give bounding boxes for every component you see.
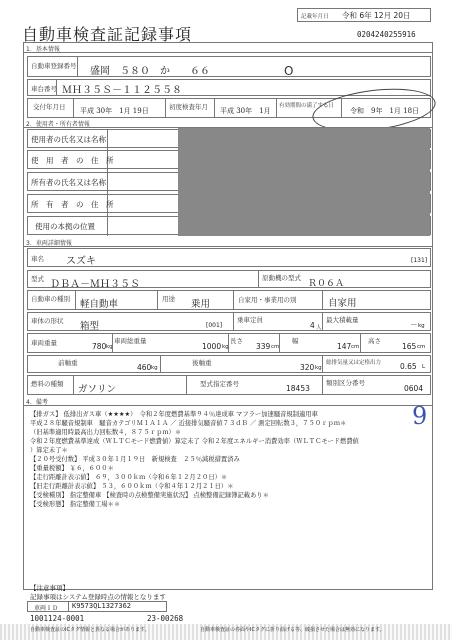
remark-line: 平成２８年騒音規制車 騒音カテゴリＭ１Ａ１Ａ ／ 近接排気騒音値７３ｄＢ ／ 測定回転数３，７５０ｒｐｍ＊ [30, 420, 347, 427]
displacement-unit: L [422, 364, 426, 370]
width-label: 幅 [292, 337, 299, 345]
kind-label: 自動車の種別 [31, 295, 70, 303]
shape-label: 車体の形状 [31, 317, 64, 325]
handwritten-nine: 9 [412, 402, 428, 430]
base-location-label: 使用の本拠の位置 [35, 222, 95, 231]
vehicle-id-label: 車両ＩＤ [34, 605, 59, 612]
first-reg-value: 平成 30年 1月 [220, 107, 271, 115]
code-right: 23-00268 [147, 614, 184, 623]
biz-label: 自家用・事業用の別 [238, 296, 297, 304]
use-label: 用途 [162, 295, 175, 303]
engine-label: 原動機の型式 [262, 274, 301, 282]
rule [322, 355, 323, 373]
section4-header: 4．備考 [26, 399, 48, 406]
rule [23, 246, 433, 247]
notice-title: 【注意事項】 [30, 584, 69, 592]
gross-unit: kg [222, 344, 229, 350]
maker-label: 車名 [31, 255, 44, 263]
model-label: 型式 [31, 275, 44, 283]
bottom-note-left: 自動車検査証のICタグ情報と異なる場合があります。 [30, 627, 150, 633]
vehicle-id-value: K9573QL1327362 [72, 602, 132, 610]
user-name-label: 使用者の氏名又は名称 [31, 135, 106, 144]
weight-unit: kg [106, 344, 113, 350]
height-value: 165 [402, 342, 417, 351]
shape-code: [001] [206, 322, 223, 329]
rule [77, 56, 78, 77]
owner-address-label: 所 有 者 の 住 所 [31, 200, 114, 209]
section3-header: 3．車両詳細情報 [26, 240, 72, 247]
rule [73, 98, 74, 118]
rule [160, 355, 161, 373]
displacement-label: 総排気量又は定格出力 [326, 360, 382, 366]
gross-label: 車両総重量 [114, 337, 147, 345]
remark-line: 【走行距離計表示値】 ６９，３００ｋｍ（令和６年１２月２０日）＊ [30, 474, 228, 481]
registration-value: 盛岡 ５８０ か ６６ [90, 66, 210, 77]
displacement-value: 0.65 [400, 362, 417, 371]
issue-date-box [297, 8, 431, 22]
rule [186, 375, 187, 395]
maker-code: [131] [411, 257, 428, 264]
class-label: 類別区分番号 [326, 379, 365, 387]
registration-row [27, 56, 431, 77]
front-axle-unit: kg [151, 365, 158, 371]
use-value: 乗用 [191, 299, 211, 310]
notice-text: 記録事項はシステム登録時点の情報となります [30, 593, 166, 601]
remark-line: 令和２年度燃費基準達成（ＷＬＴＣモード燃費値）算定未了 令和２年度エネルギー消費効率（ＷＬＴＣモード燃費値 [30, 438, 359, 445]
bottom-note-right: 自動車検査証の券面やICタグに折り曲げる等、破損させた場合は無効になります。 [200, 627, 385, 633]
remark-line: 【受検種別】 指定整備車 【検査時の点検整備実施状況】 点検整備記録簿記載あり＊ [30, 492, 269, 499]
issue-date-value: 令和 6年 12月 20日 [342, 11, 411, 20]
model-cert-label: 型式指定番号 [200, 380, 239, 388]
registration-label: 自動車登録番号 [31, 62, 77, 70]
length-label: 長さ [230, 337, 243, 345]
width-value: 147 [337, 342, 352, 351]
expiry-label: 有効期間の満了する日 [279, 103, 335, 109]
class-value: 0604 [404, 384, 424, 393]
capacity-unit: 人 [316, 325, 322, 331]
biz-value: 自家用 [328, 298, 357, 309]
remark-line: 【重量税額】 ￥６，６００＊ [30, 465, 114, 472]
length-unit: cm [271, 344, 280, 350]
front-axle-label: 前軸重 [58, 359, 78, 367]
fuel-label: 燃料の種類 [31, 380, 64, 388]
remark-line: （旧基準適用時最高出力回転数４，８７５ｒｐｍ）＊ [30, 429, 182, 436]
rule [276, 98, 277, 118]
redaction-block [178, 128, 430, 236]
model-value: ＤＢＡ－ＭＨ３５Ｓ [50, 279, 140, 290]
rule [322, 290, 323, 310]
handwritten-circle: O [284, 64, 294, 78]
rule [279, 333, 280, 353]
rule [258, 270, 259, 288]
remark-line: 【排ガス】 低排出ガス車（★★★★） 令和２年度燃費基準９４％達成車 マフラー加速騒音規制適用車 [30, 411, 318, 418]
remark-line: 【受検形態】 指定整備工場＊＊ [30, 501, 121, 508]
rule [165, 98, 166, 118]
height-unit: cm [417, 344, 426, 350]
rule [68, 601, 69, 612]
model-cert-value: 18453 [286, 384, 310, 393]
code-left: 1001124-0001 [30, 614, 85, 623]
rule [322, 312, 323, 331]
section2-header: 2．使用者・所有者情報 [26, 121, 90, 128]
rule [23, 405, 433, 406]
remark-line: ）算定未了＊ [30, 447, 68, 454]
owner-name-label: 所有者の氏名又は名称 [31, 178, 106, 187]
first-reg-label: 初度検査年月 [169, 103, 208, 111]
front-axle-value: 460 [137, 363, 152, 372]
rule [23, 52, 433, 53]
rule [75, 290, 76, 310]
issue-label: 交付年月日 [33, 103, 66, 111]
engine-value: Ｒ０６Ａ [308, 279, 345, 289]
rule [157, 290, 158, 310]
fuel-value: ガソリン [78, 384, 117, 395]
rule [322, 375, 323, 395]
user-address-label: 使 用 者 の 住 所 [31, 156, 114, 165]
length-value: 339 [256, 342, 271, 351]
load-value: － [410, 320, 418, 329]
weight-value: 780 [92, 342, 107, 351]
capacity-value: 4 [310, 321, 315, 330]
issue-date-label: 記載年月日 [301, 14, 329, 20]
capacity-label: 乗車定員 [237, 316, 263, 324]
rear-axle-label: 後軸重 [192, 359, 212, 367]
chassis-label: 車台番号 [31, 85, 57, 93]
rule [233, 290, 234, 310]
weight-label: 車両重量 [31, 339, 57, 347]
rule [360, 333, 361, 353]
kind-value: 軽自動車 [80, 299, 119, 310]
rear-axle-unit: kg [315, 365, 322, 371]
rule [56, 79, 57, 96]
width-unit: cm [351, 344, 360, 350]
gross-value: 1000 [202, 342, 222, 351]
height-label: 高さ [368, 337, 381, 345]
rule [233, 312, 234, 331]
rule [73, 375, 74, 395]
rule [214, 98, 215, 118]
remark-line: 【２０号受付数】 平成３０年１月１９日 新規検査 ２５％減税措置済み [30, 456, 240, 463]
document-number: 0204240255916 [357, 30, 416, 39]
rule [228, 333, 229, 353]
rule [112, 333, 113, 353]
maker-value: スズキ [66, 256, 96, 267]
load-unit: kg [418, 323, 425, 329]
document-title: 自動車検査証記録事項 [22, 25, 193, 44]
issue-value: 平成 30年 1月 19日 [80, 107, 149, 115]
shape-value: 箱型 [80, 321, 100, 332]
section1-header: 1．基本情報 [26, 46, 60, 53]
expiry-value: 令和 9年 1月 18日 [350, 107, 420, 115]
remark-line: 【旧走行距離計表示値】 ５３，６００ｋｍ（令和４年１２月２１日）＊ [30, 483, 234, 490]
rear-axle-value: 320 [300, 363, 315, 372]
load-label: 最大積載量 [326, 316, 359, 324]
chassis-value: ＭＨ３５Ｓ－１１２５５８ [62, 85, 182, 96]
